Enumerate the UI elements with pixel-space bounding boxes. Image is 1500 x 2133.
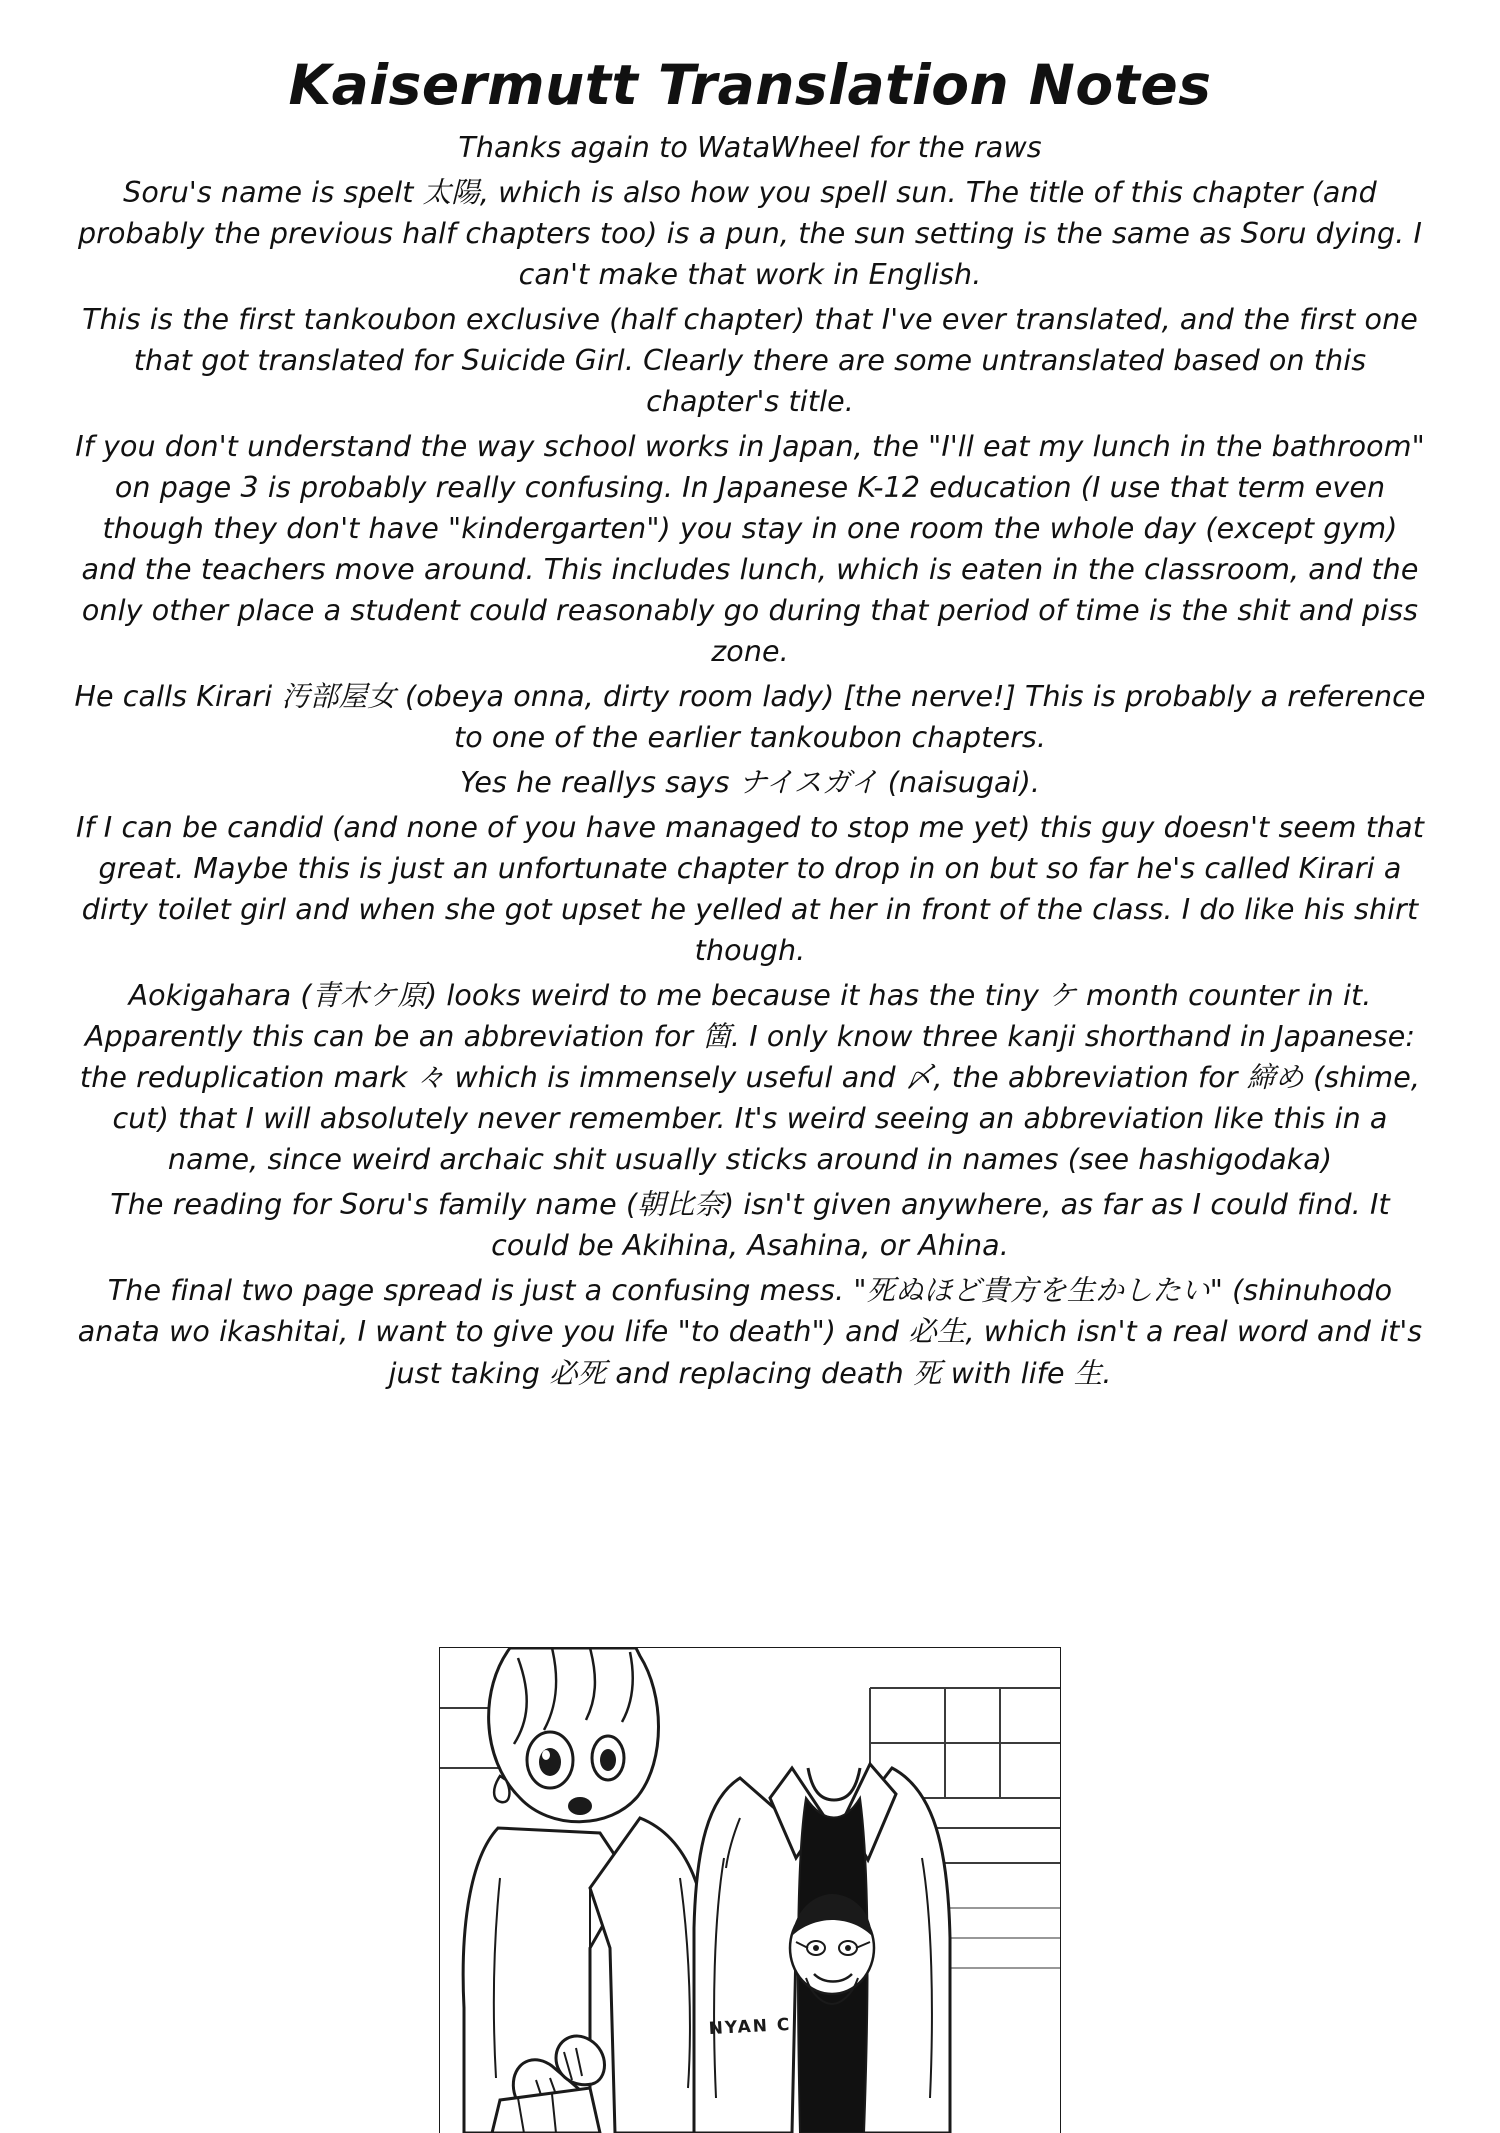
note-paragraph: Yes he reallys says ナイスガイ (naisugai). bbox=[459, 766, 1041, 800]
illustration-container bbox=[0, 1647, 1500, 2133]
notes-list bbox=[70, 127, 1430, 1394]
note-paragraph: Soru's name is spelt 太陽, which is also how you spell sun. The title of this chapter (and probably the previous half chapters too) is a pun, the sun setting is the same as Soru dying. I can't make that work in English. bbox=[77, 175, 1423, 291]
note-paragraph: Thanks again to WataWheel for the raws bbox=[458, 130, 1042, 164]
note-paragraph: He calls Kirari 汚部屋女 (obeya onna, dirty room lady) [the nerve!] This is probably a reference to one of the earlier tankoubon chapters. bbox=[74, 680, 1426, 755]
note-paragraph: This is the first tankoubon exclusive (half chapter) that I've ever translated, and the first one that got translated for Suicide Girl. Clearly there are some untranslated based on this chapter's title. bbox=[82, 302, 1418, 418]
note-paragraph: If I can be candid (and none of you have managed to stop me yet) this guy doesn't seem that great. Maybe this is just an unfortunate chapter to drop in on but so far he's called Kirari a dirty toilet girl and when she got upset he yelled at her in front of the class. I do like his shirt though. bbox=[76, 811, 1424, 968]
note-paragraph: The final two page spread is just a confusing mess. "死ぬほど貴方を生かしたい" (shinuhodo anata wo ikashitai, I want to give you life "to death") and 必生, which isn't a real word and it's just taking 必死 and replacing death 死 with life 生. bbox=[77, 1274, 1423, 1390]
note-paragraph: If you don't understand the way school works in Japan, the "I'll eat my lunch in the bathroom" on page 3 is probably really confusing. In Japanese K-12 education (I use that term even though they don't have "kindergarten") you stay in one room the whole day (except gym) and the teachers move around. This includes lunch, which is eaten in the classroom, and the only other place a student could reasonably go during that period of time is the shit and piss zone. bbox=[75, 429, 1425, 668]
note-paragraph: Aokigahara (青木ケ原) looks weird to me because it has the tiny ケ month counter in it. Apparently this can be an abbreviation for 箇. I only know three kanji shorthand in Japanese: the reduplication mark 々 which is immensely useful and 〆, the abbreviation for 締め (shime, cut) that I will absolutely never remember. It's weird seeing an abbreviation like this in a name, since weird archaic shit usually sticks around in names (see hashigodaka) bbox=[79, 979, 1421, 1177]
manga-panel-illustration bbox=[439, 1647, 1061, 2133]
page-title: Kaisermutt Translation Notes bbox=[288, 53, 1212, 117]
shirt-print-caption: NYAN C bbox=[708, 2014, 792, 2040]
note-paragraph: The reading for Soru's family name (朝比奈) isn't given anywhere, as far as I could find. It could be Akihina, Asahina, or Ahina. bbox=[110, 1188, 1390, 1263]
manga-panel-svg bbox=[440, 1648, 1060, 2133]
